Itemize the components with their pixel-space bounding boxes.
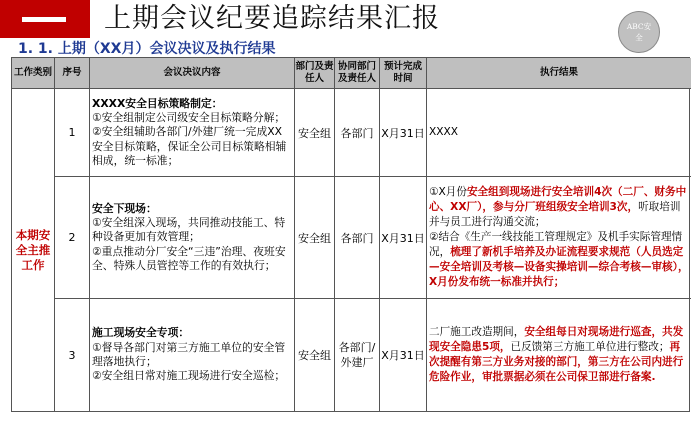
col-header-coop: 协同部门及责任人 bbox=[335, 58, 380, 89]
col-header-content: 会议决议内容 bbox=[90, 58, 295, 89]
row-heading-1: XXXX安全目标策略制定： bbox=[92, 96, 223, 110]
row-result-text-1 bbox=[429, 125, 458, 140]
row-no-2: 2 bbox=[55, 177, 90, 299]
row-heading-2: 安全下现场： bbox=[92, 201, 157, 215]
row-due-2: X月31日 bbox=[380, 177, 427, 299]
row-content-1 bbox=[90, 89, 295, 177]
page-title: 上期会议纪要追踪结果汇报 bbox=[104, 3, 440, 34]
category-label: 本期安全主推工作 bbox=[15, 227, 51, 272]
result-segment-highlight: 再次提醒有第三方业务对接的部门，第三方在公司内进行危险作业，审批票据必须在公司保卫部进行备案. bbox=[429, 341, 684, 383]
dash-mark bbox=[22, 17, 66, 22]
col-header-dept: 部门及责任人 bbox=[295, 58, 335, 89]
result-segment: 二厂施工改造期间， bbox=[429, 326, 525, 338]
result-segment: XXXX bbox=[429, 126, 459, 138]
result-segment-highlight: 安全组每日对现场进行巡查，共发现安全隐患5项， bbox=[429, 326, 684, 353]
result-segment: ②结合《生产一线技能工管理规定》及机手实际管理情况， bbox=[429, 231, 683, 258]
category-cell bbox=[12, 89, 55, 411]
row-line-1b: ②安全组辅助各部门/外建厂统一完成XX安全目标策略，保证全公司目标策略相辅相成，统一标准； bbox=[92, 125, 287, 167]
row-dept-3: 安全组 bbox=[295, 299, 335, 411]
row-line-2a: ①安全组深入现场，共同推动技能工、特种设备更加有效管理； bbox=[92, 216, 286, 244]
result-segment: ①X月份 bbox=[429, 186, 467, 198]
row-heading-3: 施工现场安全专项： bbox=[92, 326, 190, 340]
row-line-1a: ①安全组制定公司级安全目标策略分解； bbox=[92, 111, 286, 125]
row-coop-3: 各部门/外建厂 bbox=[335, 299, 380, 411]
result-segment-highlight: 梳理了新机手培养及办证流程要求规范（人员选定—安全培训及考核—设备实操培训—综合考核—审核），X月份发布统一标准并执行； bbox=[429, 246, 689, 288]
meeting-results-table bbox=[11, 57, 690, 412]
col-header-no: 序号 bbox=[55, 58, 90, 89]
row-content-2 bbox=[90, 177, 295, 299]
result-segment: 听取培训并与员工进行沟通交流； bbox=[429, 201, 681, 228]
result-segment: 已反馈第三方施工单位进行整改； bbox=[510, 341, 670, 353]
row-line-3a: ①督导各部门对第三方施工单位的安全管理落地执行； bbox=[92, 340, 286, 368]
row-no-3: 3 bbox=[55, 299, 90, 411]
row-coop-1: 各部门 bbox=[335, 89, 380, 177]
row-result-2 bbox=[427, 177, 691, 299]
row-due-1: X月31日 bbox=[380, 89, 427, 177]
row-result-1 bbox=[427, 89, 691, 177]
company-logo-badge: ABC安全 bbox=[618, 11, 660, 53]
row-content-3 bbox=[90, 299, 295, 411]
row-line-2b: ②重点推动分厂安全“三违”治理、夜班安全、特殊人员管控等工作的有效执行； bbox=[92, 244, 286, 272]
row-dept-2: 安全组 bbox=[295, 177, 335, 299]
row-result-3 bbox=[427, 299, 691, 411]
row-result-text-2 bbox=[429, 185, 689, 290]
row-no-1: 1 bbox=[55, 89, 90, 177]
col-header-due: 预计完成时间 bbox=[380, 58, 427, 89]
row-result-text-3 bbox=[429, 325, 689, 385]
row-coop-2: 各部门 bbox=[335, 177, 380, 299]
col-header-category: 工作类别 bbox=[12, 58, 55, 89]
col-header-result: 执行结果 bbox=[427, 58, 691, 89]
result-segment-highlight: 安全组到现场进行安全培训4次（二厂、财务中心、XX厂），参与分厂班组级安全培训3次， bbox=[429, 186, 687, 213]
row-due-3: X月31日 bbox=[380, 299, 427, 411]
title-accent-band bbox=[0, 0, 90, 38]
row-dept-1: 安全组 bbox=[295, 89, 335, 177]
section-subtitle: 1. 1. 上期（XX月）会议决议及执行结果 bbox=[18, 41, 276, 57]
row-line-3b: ②安全组日常对施工现场进行安全巡检； bbox=[92, 369, 286, 383]
